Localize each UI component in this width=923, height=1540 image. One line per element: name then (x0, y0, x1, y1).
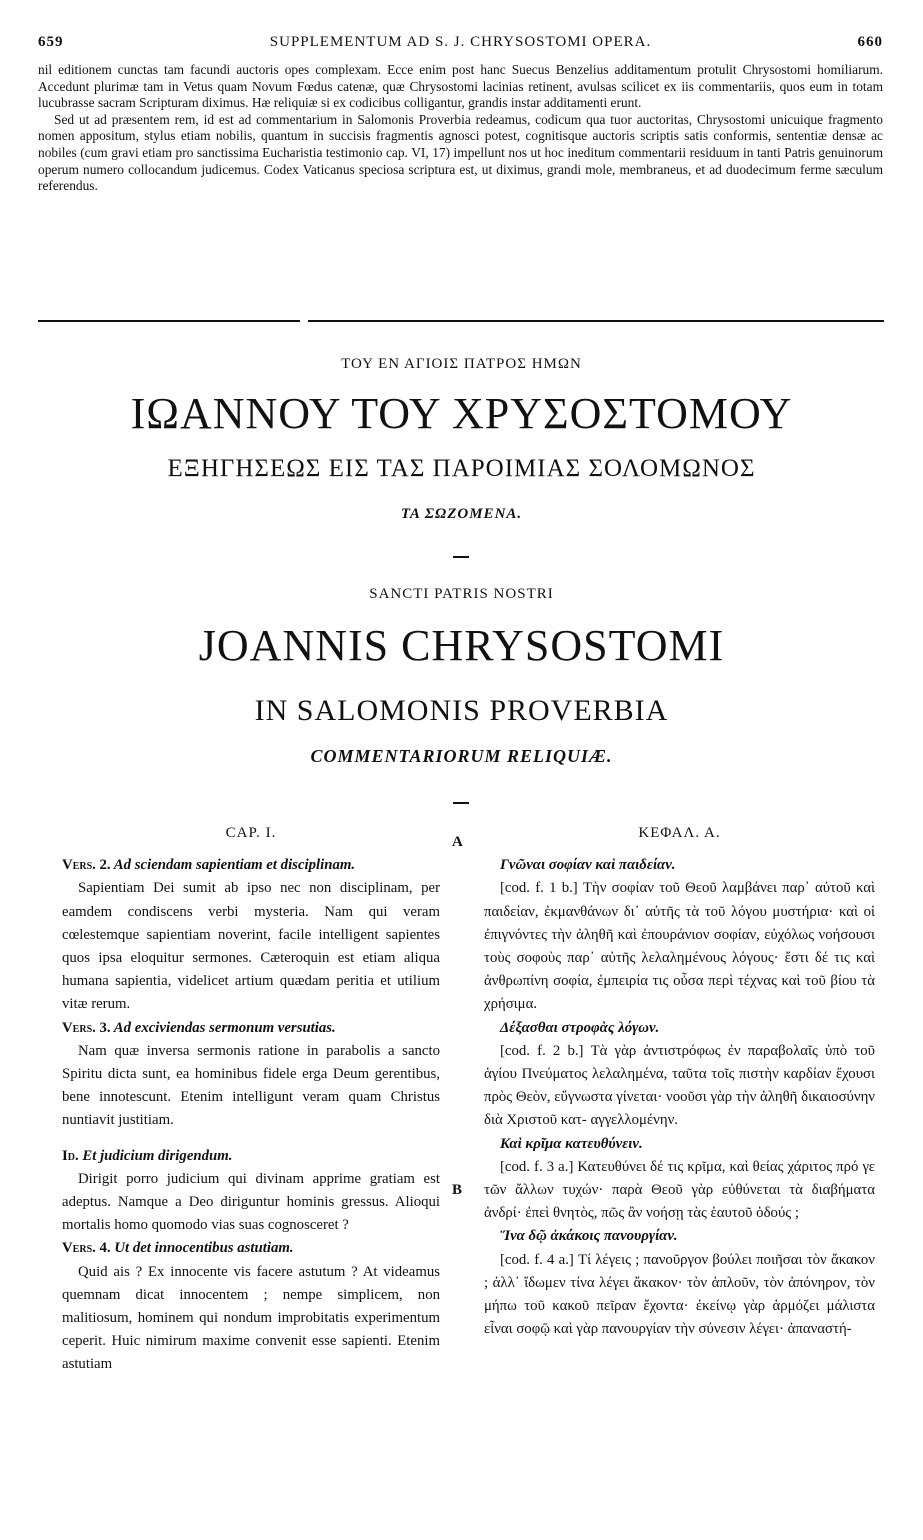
greek-title-line-2: ΙΩΑΝΝΟΥ ΤΟΥ ΧΡΥΣΟΣΤΟΜΟΥ (130, 389, 793, 438)
latin-title-line-3: IN SALOMONIS PROVERBIA (254, 694, 669, 727)
greek-chapter-heading: ΚΕΦΑΛ. Α. (638, 825, 721, 841)
verse-4-heading (62, 1237, 440, 1260)
intro-paragraph-2: Sed ut ad præsentem rem, id est ad commentarium in Salomonis Proverbia redeamus, codicum qua tuor auctoritas, Chrysostomi unicuique fragmento nomen appositum, stylus etiam nobilis, quantum in succisis fragmentis agnosci potest, cognitisque auctoris scriptis satis conformis, sententiæ densæ ac nobiles (cum gravi etiam pro sanctissima Eucharistia testimonio cap. VI, 17) impellunt nos ut hoc ineditum commentarii residuum in tanti Patris genuinorum operum numero collocandum judicemus. Codex Vaticanus speciosa scriptura est, ut diximus, grandi mole, membraneus, et ad duodecimum ferme sæculum referendus. (38, 111, 883, 194)
id-heading (62, 1145, 440, 1168)
intro-paragraph-1: nil editionem cunctas tam facundi auctoris opes complexam. Ecce enim post hanc Suecus Benzelius additamentum protulit Chrysostomi homiliarum. Accedunt plurimæ tam in Vetus quam Novum Fœdus catenæ, quæ Chrysostomi lacinias retinent, avulsas scilicet ex iis commentariis, quos eum in totam lucubrasse sacram Scripturam diximus. Hæ reliquiæ si ex codicibus colligantur, grandis instar additamenti erunt. (38, 62, 883, 111)
column-marker-b: B (452, 1182, 463, 1198)
greek-title-line-4: ΤΑ ΣΩΖΟΜΕΝΑ. (400, 506, 523, 522)
page-number-right: 660 (857, 34, 883, 50)
verse-text: Ut det innocentibus astutiam. (114, 1240, 294, 1257)
latin-paragraph-4: Quid ais ? Ex innocente vis facere astutum ? At videamus quemnam dicat innocentem ; nempe simplicem, non malitiosum, hominem qui nondum improbitatis experimentum ceperit. Huic nimirum maxime convenit esse sapienti. Etenim astutiam (62, 1263, 440, 1373)
verse-label: Vers. 3. (62, 1019, 111, 1036)
greek-lemma-2: Δέξασθαι στροφὰς λόγων. (500, 1019, 660, 1036)
greek-paragraph-3: [cod. f. 3 a.] Κατευθύνει δέ τις κρῖμα, καὶ θείας χάριτος πρό γε τῶν ἄλλων τυχών· παρὰ Θεοῦ γὰρ εὐθύνεται τὰ διαβήματα ἀνδρί· ἐπεὶ θνητὸς, πῶς ἂν νοήσῃ τὰς ἑαυτοῦ ὁδούς ; (484, 1158, 875, 1222)
latin-paragraph-3: Dirigit porro judicium qui divinam apprime gratiam est adeptus. Namque a Deo diriguntur hominis gressus. Alioqui mortalis homo quomodo vias suas cognosceret ? (62, 1170, 440, 1234)
greek-lemma-3: Καὶ κρῖμα κατευθύνειν. (500, 1135, 643, 1152)
title-dash-2 (453, 802, 469, 804)
paragraph-gap (62, 1133, 440, 1145)
latin-title-line-4: COMMENTARIORUM RELIQUIÆ. (310, 746, 613, 766)
greek-lemma-1: Γνῶναι σοφίαν καὶ παιδείαν. (500, 857, 676, 874)
latin-paragraph-1: Sapientiam Dei sumit ab ipso nec non disciplinam, per eamdem condiscens verbi mysteria. Nam qui veram cœlestemque sapientiam noverint, facile intelligent sapientes quos ipsa eloquitur sermones. Cæteroquin est etiam aliqua humana sapientia, videlicet artium quædam peritia et utilium vitæ rerum. (62, 880, 440, 1013)
verse-text: Et judicium dirigendum. (82, 1147, 233, 1164)
running-head (38, 34, 883, 56)
divider-rule-right (308, 320, 884, 322)
verse-text: Ad sciendam sapientiam et disciplinam. (113, 857, 356, 874)
greek-title-line-3: ΕΞΗΓΗΣΕΩΣ ΕΙΣ ΤΑΣ ΠΑΡΟΙΜΙΑΣ ΣΟΛΟΜΩΝΟΣ (167, 455, 756, 482)
greek-lemma-4: Ἵνα δῷ ἀκάκοις πανουργίαν. (500, 1228, 678, 1245)
verse-label: Vers. 2. (62, 857, 111, 874)
title-dash-1 (453, 556, 469, 558)
latin-title-line-2: JOANNIS CHRYSOSTOMI (198, 621, 725, 670)
verse-2-heading (62, 854, 440, 877)
greek-title-line-1: ΤΟΥ ΕΝ ΑΓΙΟΙΣ ΠΑΤΡΟΣ ΗΜΩΝ (341, 356, 582, 372)
intro-text (38, 62, 883, 195)
verse-label: Vers. 4. (62, 1240, 111, 1257)
greek-column (484, 822, 875, 1341)
column-marker-a: A (452, 834, 463, 850)
page-number-left: 659 (38, 34, 64, 50)
latin-column (62, 822, 440, 1377)
greek-paragraph-2: [cod. f. 2 b.] Τὰ γὰρ ἀντιστρόφως ἐν παραβολαῖς ὑπὸ τοῦ ἁγίου Πνεύματος λελαλημένα, ταῦτα τοῖς πιστὴν καρδίαν ἔχουσι πρὸς Θεὸν, εὔγνωστα γίνεται· νοοῦσι γὰρ τὴν ἀληθῆ δικαιοσύνην διὰ Χριστοῦ κατ- αγγελλομένην. (484, 1042, 875, 1129)
verse-label: Id. (62, 1147, 79, 1164)
divider-rule-left (38, 320, 300, 322)
greek-paragraph-1: [cod. f. 1 b.] Τὴν σοφίαν τοῦ Θεοῦ λαμβάνει παρ᾽ αὐτοῦ καὶ παιδείαν, ἐκμανθάνων δι᾽ αὐτῆς τὰ τοῦ λόγου μυστήρια· καὶ οἱ ἐπιγνόντες τὴν ἀληθῆ καὶ ἐπουράνιον σοφίαν, εὐχόλως νοήσουσι τοὺς σοφοὺς παρ᾽ αὐτῆς λελαλημένους λόγους· ἔστι δέ τις καὶ ἀνθρωπίνη σοφία, ἐμπειρία τις οὖσα περὶ τέχνας καὶ τοῦ βίου τὰ χρήσιμα. (484, 880, 875, 1013)
verse-3-heading (62, 1017, 440, 1040)
latin-chapter-heading: CAP. I. (225, 825, 277, 841)
latin-title-line-1: SANCTI PATRIS NOSTRI (369, 586, 554, 602)
running-title: SUPPLEMENTUM AD S. J. CHRYSOSTOMI OPERA. (269, 34, 652, 50)
latin-paragraph-2: Nam quæ inversa sermonis ratione in parabolis a sancto Spiritu dicta sunt, ea hominibus fidele erga Deum gerentibus, bene innotescunt. Etenim intelligunt veram quam Christus nuntiavit justitiam. (62, 1042, 440, 1129)
greek-paragraph-4: [cod. f. 4 a.] Τί λέγεις ; πανοῦργον βούλει ποιῆσαι τὸν ἄκακον ; ἀλλ᾽ ἴδωμεν τίνα λέγει ἄκακον· τὸν ἁπλοῦν, τὸν ἀπόνηρον, τὸν μήπω τοῦ κακοῦ πεῖραν ἔχοντα· ἐκείνῳ γὰρ ἁρμόζει μάλιστα εἶναι σοφῷ καὶ γὰρ πανουργίαν τὴν σύνεσιν λέγει· ἀπαναστή- (484, 1251, 875, 1338)
verse-text: Ad exciviendas sermonum versutias. (113, 1019, 336, 1036)
